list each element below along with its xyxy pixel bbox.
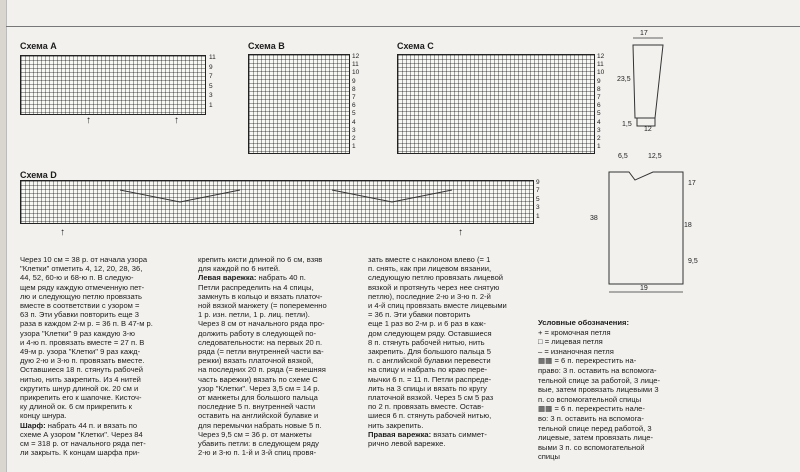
text-line: 2-ю и 3-ю п. 1-й и 3-й спиц провя- [198,448,317,458]
text-line: узор "Клетки". Через 3,5 см = 14 р. [198,383,320,393]
dim-label: 9,5 [688,258,698,265]
row-number: 7 [597,93,601,101]
page-edge [0,0,7,472]
text-line: следовательности: на первых 20 п. [198,337,323,347]
dim-label: 19 [640,285,648,292]
right-mitten-heading: Правая варежка: [368,429,432,439]
text-line: вязкой и протянуть через нее снятую [368,282,500,292]
text-line: 1 р. изн. петли, 1 р. лиц. петли). [198,310,310,320]
text-line: "Клетки" отметить 4, 12, 20, 28, 36, [20,264,143,274]
scheme-b-grid [248,54,350,154]
row-number: 9 [597,77,601,85]
text-line [198,273,362,282]
text-line: закрепить. Для большого пальца 5 [368,347,491,357]
dim-label: 18 [684,222,692,229]
dim-label: 23,5 [617,76,631,83]
text-line: узора "Клетки" 9 раз каждую 3-ю [20,328,135,338]
text-line [20,421,192,430]
text-line: Петли распределить на 4 спицы, [198,282,314,292]
dim-label: 17 [640,30,648,37]
text-line: и 4-й спиц провязать вместе лицевыми [368,301,507,311]
text-line: 8 п. стянуть рабочей нитью, нить [368,337,485,347]
scheme-c-grid [397,54,595,154]
text-line: Через 8 см от начального ряда про- [198,319,325,329]
legend-item: тельной спице перед работой, 3 [538,423,652,433]
text-line: дую 2-ю и 3-ю п. провязать вместе. [20,356,145,366]
text-line: от манжеты для большого пальца [198,393,318,403]
row-number: 11 [209,54,216,61]
text-line: еще 1 раз во 2-м р. и 6 раз в каж- [368,319,486,329]
legend-item: право: 3 п. оставить на вспомога- [538,365,657,375]
text-line: 63 п. Эти убавки повторить еще 3 [20,310,139,320]
row-number: 12 [597,53,605,60]
arrow-up-icon: ↑ [174,115,179,126]
row-number: 8 [597,85,601,93]
scheme-d-row-numbers [536,180,540,222]
text-column-2 [198,255,362,457]
text-line: и 4-ю п. провязать вместе = 27 п. В [20,337,145,347]
row-number: 11 [352,61,359,69]
text-line: крепить кисти длиной по 6 см, взяв [198,255,323,264]
row-number: 5 [209,82,213,90]
text-line: 44, 52, 60-ю и 68-ю п. В следую- [20,273,134,283]
scheme-b-row-numbers [352,54,359,152]
row-number: 1 [597,143,601,151]
text-line: дом следующем ряду. Оставшиеся [368,328,492,338]
text-line: Оставшиеся 18 п. стянуть рабочей [20,365,144,375]
row-number: 3 [352,126,356,134]
scheme-a-row-numbers [209,55,216,112]
text-line: ной вязкой манжету (= попеременно [198,301,327,311]
text-line [368,430,532,439]
scheme-a-title: Схема А [20,41,57,51]
row-number: 5 [352,110,356,118]
row-number: 8 [352,85,356,93]
top-rule [6,26,800,27]
text-line: замкнуть в кольцо и вязать платоч- [198,291,323,301]
text-line: шиеся 6 п. стянуть рабочей нитью, [368,411,492,421]
text-line: щем ряду каждую отмеченную пет- [20,282,145,292]
row-number: 11 [597,61,604,69]
text-line: ку длиной ок. 6 см прикрепить к [20,402,132,412]
text-line: лить на 3 спицы и вязать по кругу [368,383,487,393]
text-line: по 2 п. провязать вместе. Остав- [368,402,484,412]
row-number: 4 [352,118,356,126]
text-line: для перемычки набрать новые 5 п. [198,420,322,430]
text-line: рично левой варежке. [368,439,446,449]
row-number: 12 [352,53,360,60]
row-number: 6 [597,102,601,110]
text-line: скрутить шнур длиной ок. 20 см и [20,383,139,393]
legend-item: выми 3 п. со вспомогательной [538,442,645,452]
text-line: часть варежки) вязать по схеме С [198,374,318,384]
legend-item: тельной спице за работой, 3 лице- [538,375,661,385]
text-line: последние 5 п. внутренней части [198,402,316,412]
text-line: см = 318 р. от начального ряда пет- [20,439,146,449]
text-column-1 [20,255,192,457]
left-mitten-heading: Левая варежка: [198,273,257,283]
row-number: 5 [597,110,601,118]
text-line: ли закрыть. К концам шарфа при- [20,448,140,458]
legend [538,318,698,462]
text-line: схеме А узором "Клетки". Через 84 [20,429,143,439]
dim-label: 12,5 [648,153,662,160]
dim-label: 17 [688,180,696,187]
dim-label: 38 [590,215,598,222]
dim-label: 1,5 [622,121,632,128]
text-line: на последних 20 п. ряда (= внешняя [198,365,326,375]
text-line: вместе в соответствии с узором = [20,301,140,311]
legend-item: □ = лицевая петля [538,337,603,347]
text-line: убавить петли: в следующем ряду [198,439,319,449]
row-number: 1 [209,101,213,109]
arrow-up-icon: ↑ [60,227,65,238]
text-line: концу шнура. [20,411,67,421]
text-line: платочной вязкой. Через 5 см 5 раз [368,393,494,403]
text-line: нить закрепить. [368,420,424,430]
row-number: 2 [597,134,601,142]
text-run: набрать 44 п. и вязать по [45,420,138,430]
text-column-3 [368,255,532,448]
legend-item: лицевые, затем провязать лице- [538,433,653,443]
dim-label: 12 [644,126,652,133]
legend-item: вые, затем провязать лицевыми 3 [538,385,659,395]
text-line: мычки 6 п. = 11 п. Петли распреде- [368,374,492,384]
row-number: 3 [597,126,601,134]
text-line: на спицу и набрать по краю пере- [368,365,488,375]
arrow-up-icon: ↑ [86,115,91,126]
legend-item: спицы [538,452,560,462]
row-number: 10 [352,69,360,77]
scheme-d-decrease-lines [20,180,532,222]
legend-item: ▦▦ = 6 п. перекрестить нале- [538,404,645,414]
text-line: прикрепить его к шапочке. Кисточ- [20,393,142,403]
text-line: ряда (= петли внутренней части ва- [198,347,324,357]
text-line: петлю), последние 2-ю и 3-ю п. 2-й [368,291,491,301]
text-line: Через 10 см = 38 р. от начала узора [20,255,148,264]
legend-item: – = изнаночная петля [538,346,614,356]
scarf-heading: Шарф: [20,420,46,430]
row-number: 6 [352,102,356,110]
legend-item: + = кромочная петля [538,327,611,337]
scheme-a-grid [20,55,206,115]
text-line: = 36 п. Эти убавки повторить [368,310,471,320]
row-number: 3 [209,92,213,99]
text-line: Через 9,5 см = 36 р. от манжеты [198,429,312,439]
row-number: 3 [536,204,540,212]
legend-item: во: 3 п. оставить на вспомога- [538,413,644,423]
row-number: 10 [597,69,605,77]
text-line: раза в каждом 2-м р. = 36 п. В 47-м р. [20,319,153,329]
row-number: 5 [536,195,540,203]
row-number: 7 [352,93,356,101]
row-number: 4 [597,118,601,126]
text-run: набрать 40 п. [256,273,306,283]
row-number: 9 [536,179,540,186]
legend-title: Условные обозначения: [538,318,630,327]
text-line: оставить на английской булавке и [198,411,319,421]
dim-label: 6,5 [618,153,628,160]
text-line: лю и следующую петлю провязать [20,291,142,301]
row-number: 9 [209,63,213,71]
text-line: 49-м р. узора "Клетки" 9 раз кажд- [20,347,141,357]
text-line: зать вместе с наклоном влево (= 1 [368,255,491,264]
text-line: режки) вязать платочной вязкой, [198,356,314,366]
row-number: 7 [536,187,540,195]
text-line: должить работу в следующей по- [198,328,317,338]
scheme-c-title: Схема С [397,41,434,51]
row-number: 1 [536,212,540,220]
text-line: для каждой по 6 нитей. [198,264,281,274]
text-line: п. снять, как при лицевом вязании, [368,264,492,274]
text-line: следующую петлю провязать лицевой [368,273,504,283]
text-run: вязать симмет- [431,429,487,439]
legend-item: ▦▦ = 6 п. перекрестить на- [538,356,637,366]
scheme-b-title: Схема В [248,41,285,51]
text-line: п. с английской булавки перевести [368,356,491,366]
row-number: 2 [352,134,356,142]
row-number: 9 [352,77,356,85]
row-number: 1 [352,143,356,151]
text-line: нитью, нить закрепить. Из 4 нитей [20,374,141,384]
arrow-up-icon: ↑ [458,227,463,238]
pattern-drawing [605,30,795,300]
legend-item: п. со вспомогательной спицы [538,394,642,404]
scheme-c-row-numbers [597,54,604,152]
scheme-d-title: Схема D [20,170,57,180]
row-number: 7 [209,73,213,80]
